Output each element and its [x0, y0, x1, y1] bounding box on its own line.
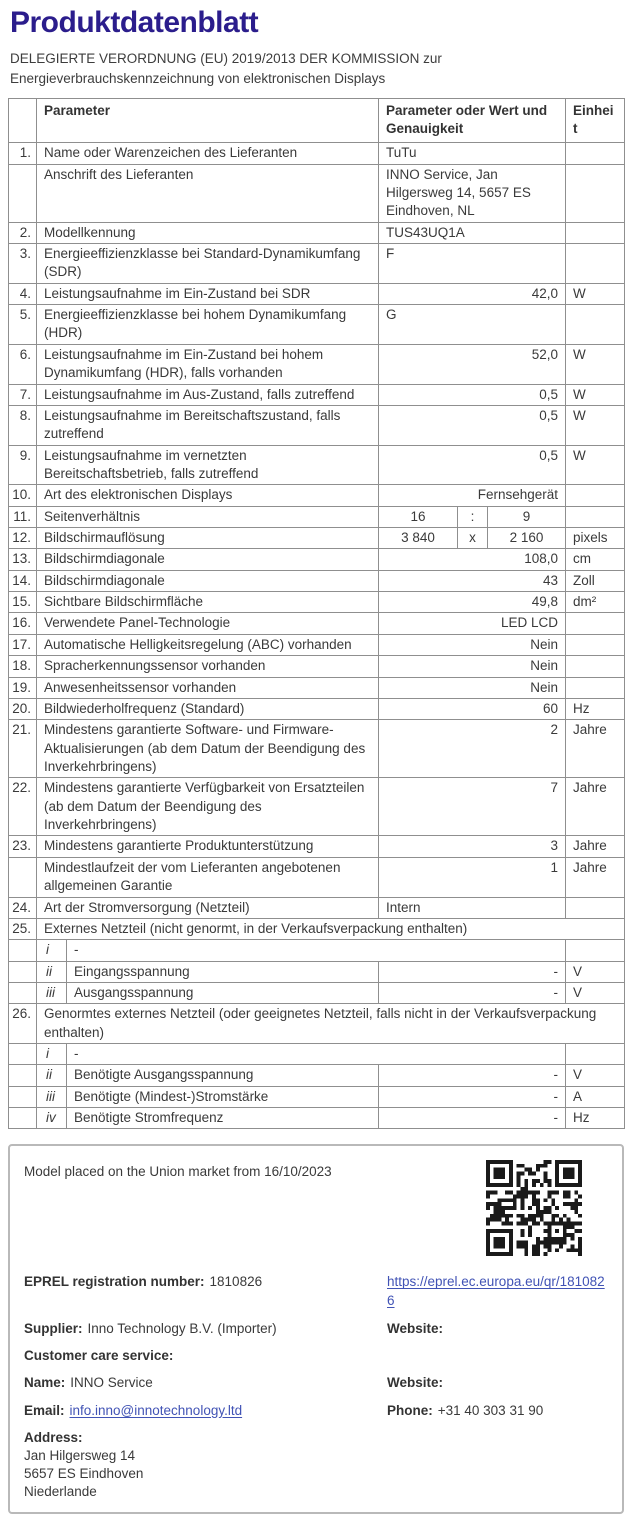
row-number: 19.: [9, 677, 37, 698]
supplier-field: [24, 1320, 387, 1338]
table-row: [9, 656, 625, 677]
header-value: Parameter oder Wert und Genauigkeit: [379, 98, 566, 143]
row-parameter: Mindestlaufzeit der vom Lieferanten angebotenen allgemeinen Garantie: [37, 857, 379, 897]
table-row: [9, 143, 625, 164]
row-value: 108,0: [379, 549, 566, 570]
row-value: F: [379, 244, 566, 284]
website-field-2: [387, 1374, 612, 1392]
row-number: [9, 940, 37, 961]
eprel-link[interactable]: https://eprel.ec.europa.eu/qr/1810826: [387, 1274, 605, 1308]
row-number: 24.: [9, 897, 37, 918]
row-unit: [566, 222, 625, 243]
table-row: [9, 613, 625, 634]
row-parameter: Leistungsaufnahme im Ein-Zustand bei SDR: [37, 283, 379, 304]
row-number: 12.: [9, 528, 37, 549]
row-number: 26.: [9, 1004, 37, 1044]
address-block: [24, 1429, 608, 1502]
row-number: 4.: [9, 283, 37, 304]
row-value-separator: :: [458, 506, 488, 527]
row-parameter: Eingangsspannung: [67, 961, 379, 982]
row-parameter: Energieeffizienzklasse bei Standard-Dynamikumfang (SDR): [37, 244, 379, 284]
row-parameter: Sichtbare Bildschirmfläche: [37, 592, 379, 613]
row-value: 0,5: [379, 445, 566, 485]
table-row: [9, 528, 625, 549]
supplier-info-box: [8, 1144, 624, 1513]
row-parameter: Bildschirmdiagonale: [37, 549, 379, 570]
address-label: Address:: [24, 1429, 83, 1445]
row-number: [9, 1044, 37, 1065]
row-subindex: iii: [37, 1086, 67, 1107]
row-parameter: Externes Netzteil (nicht genormt, in der Verkaufsverpackung enthalten): [37, 918, 625, 939]
row-number: 17.: [9, 634, 37, 655]
row-value: TUS43UQ1A: [379, 222, 566, 243]
row-parameter: Name oder Warenzeichen des Lieferanten: [37, 143, 379, 164]
row-unit: [566, 677, 625, 698]
address-line: Jan Hilgersweg 14: [24, 1448, 136, 1463]
row-value: 1: [379, 857, 566, 897]
table-body: [9, 143, 625, 1129]
row-subindex: iv: [37, 1108, 67, 1129]
row-unit: V: [566, 961, 625, 982]
row-unit: V: [566, 1065, 625, 1086]
row-unit: pixels: [566, 528, 625, 549]
email-link[interactable]: info.inno@innotechnology.ltd: [69, 1402, 243, 1418]
row-value: TuTu: [379, 143, 566, 164]
table-row: [9, 1086, 625, 1107]
row-value: -: [379, 1086, 566, 1107]
row-number: 11.: [9, 506, 37, 527]
row-number: [9, 961, 37, 982]
row-number: 10.: [9, 485, 37, 506]
model-placed-row: [24, 1158, 608, 1259]
row-parameter: Leistungsaufnahme im Bereitschaftszustand, falls zutreffend: [37, 405, 379, 445]
supplier-value: Inno Technology B.V. (Importer): [87, 1320, 277, 1336]
table-row: [9, 1108, 625, 1129]
regulation-subtitle: [10, 49, 624, 90]
customer-care-field: [24, 1347, 387, 1365]
qr-code: [486, 1160, 582, 1256]
table-row: [9, 283, 625, 304]
eprel-label: EPREL registration number:: [24, 1274, 205, 1290]
row-parameter: Mindestens garantierte Software- und Firmware-Aktualisierungen (ab dem Datum der Beendigung des Inverkehrbringens): [37, 720, 379, 778]
name-field: [24, 1374, 387, 1392]
address-lines: [24, 1447, 608, 1502]
row-parameter: -: [67, 1044, 566, 1065]
row-parameter: Mindestens garantierte Verfügbarkeit von Ersatzteilen (ab dem Datum der Beendigung des Inverkehrbringens): [37, 778, 379, 836]
row-unit: [566, 164, 625, 222]
row-unit: [566, 305, 625, 345]
row-parameter: Ausgangsspannung: [67, 982, 379, 1003]
row-subindex: i: [37, 1044, 67, 1065]
row-unit: [566, 244, 625, 284]
row-unit: [566, 506, 625, 527]
row-unit: [566, 634, 625, 655]
table-row: [9, 982, 625, 1003]
table-row: [9, 677, 625, 698]
row-unit: Jahre: [566, 857, 625, 897]
supplier-row: [24, 1320, 608, 1338]
table-row: [9, 222, 625, 243]
row-unit: W: [566, 384, 625, 405]
row-value: Nein: [379, 677, 566, 698]
row-value: Intern: [379, 897, 566, 918]
subtitle-line-2: Energieverbrauchskennzeichnung von elektronischen Displays: [10, 71, 386, 87]
row-number: 14.: [9, 570, 37, 591]
table-row: [9, 1004, 625, 1044]
row-unit: [566, 485, 625, 506]
row-unit: Hz: [566, 698, 625, 719]
eprel-number: 1810826: [209, 1274, 263, 1290]
row-unit: [566, 1044, 625, 1065]
row-value: 0,5: [379, 384, 566, 405]
row-subindex: ii: [37, 961, 67, 982]
row-subindex: iii: [37, 982, 67, 1003]
eprel-row: [24, 1273, 608, 1309]
page-title: Produktdatenblatt: [10, 6, 259, 39]
row-value: -: [379, 1108, 566, 1129]
row-number: 15.: [9, 592, 37, 613]
row-value: -: [379, 982, 566, 1003]
row-parameter: Anschrift des Lieferanten: [37, 164, 379, 222]
email-row: [24, 1402, 608, 1420]
row-value: 2: [379, 720, 566, 778]
row-number: [9, 1086, 37, 1107]
row-number: 18.: [9, 656, 37, 677]
row-unit: Zoll: [566, 570, 625, 591]
product-spec-table: [8, 98, 625, 1130]
table-header-row: [9, 98, 625, 143]
row-value: INNO Service, Jan Hilgersweg 14, 5657 ES Eindhoven, NL: [379, 164, 566, 222]
row-subindex: ii: [37, 1065, 67, 1086]
row-value: 43: [379, 570, 566, 591]
row-number: 8.: [9, 405, 37, 445]
table-row: [9, 549, 625, 570]
name-value: INNO Service: [70, 1375, 153, 1391]
row-parameter: Seitenverhältnis: [37, 506, 379, 527]
table-row: [9, 506, 625, 527]
header-unit: Einheit: [566, 98, 625, 143]
table-row: [9, 836, 625, 857]
row-unit: Hz: [566, 1108, 625, 1129]
row-parameter: Genormtes externes Netzteil (oder geeignetes Netzteil, falls nicht in der Verkaufsverpackung enthalten): [37, 1004, 625, 1044]
row-value: 60: [379, 698, 566, 719]
row-parameter: Leistungsaufnahme im Aus-Zustand, falls zutreffend: [37, 384, 379, 405]
row-value: Fernsehgerät: [379, 485, 566, 506]
row-parameter: -: [67, 940, 566, 961]
eprel-link-cell: [387, 1273, 612, 1309]
row-parameter: Bildwiederholfrequenz (Standard): [37, 698, 379, 719]
row-value: Nein: [379, 656, 566, 677]
row-value: 42,0: [379, 283, 566, 304]
table-row: [9, 634, 625, 655]
row-unit: cm: [566, 549, 625, 570]
row-value-first: 3 840: [379, 528, 458, 549]
row-number: 6.: [9, 344, 37, 384]
row-value-first: 16: [379, 506, 458, 527]
table-row: [9, 384, 625, 405]
table-row: [9, 1065, 625, 1086]
name-row: [24, 1374, 608, 1392]
row-parameter: Bildschirmauflösung: [37, 528, 379, 549]
row-value: Nein: [379, 634, 566, 655]
row-unit: [566, 143, 625, 164]
row-subindex: i: [37, 940, 67, 961]
row-parameter: Leistungsaufnahme im vernetzten Bereitschaftsbetrieb, falls zutreffend: [37, 445, 379, 485]
table-row: [9, 592, 625, 613]
row-unit: W: [566, 405, 625, 445]
row-value: LED LCD: [379, 613, 566, 634]
row-unit: [566, 897, 625, 918]
row-value: 49,8: [379, 592, 566, 613]
row-parameter: Modellkennung: [37, 222, 379, 243]
row-number: 5.: [9, 305, 37, 345]
row-number: 25.: [9, 918, 37, 939]
supplier-label: Supplier:: [24, 1320, 83, 1336]
row-number: [9, 1108, 37, 1129]
row-parameter: Automatische Helligkeitsregelung (ABC) vorhanden: [37, 634, 379, 655]
row-parameter: Benötigte (Mindest-)Stromstärke: [67, 1086, 379, 1107]
row-parameter: Bildschirmdiagonale: [37, 570, 379, 591]
table-row: [9, 918, 625, 939]
row-number: [9, 1065, 37, 1086]
table-row: [9, 698, 625, 719]
row-unit: W: [566, 283, 625, 304]
row-value: -: [379, 1065, 566, 1086]
email-label: Email:: [24, 1402, 65, 1418]
table-row: [9, 305, 625, 345]
table-row: [9, 961, 625, 982]
row-parameter: Mindestens garantierte Produktunterstützung: [37, 836, 379, 857]
qr-code-wrap: [486, 1160, 582, 1259]
row-unit: [566, 940, 625, 961]
row-parameter: Art des elektronischen Displays: [37, 485, 379, 506]
row-number: 3.: [9, 244, 37, 284]
row-number: [9, 857, 37, 897]
website-label-2: Website:: [387, 1375, 444, 1391]
row-unit: A: [566, 1086, 625, 1107]
address-line: 5657 ES Eindhoven: [24, 1466, 144, 1482]
row-number: 23.: [9, 836, 37, 857]
subtitle-line-1: DELEGIERTE VERORDNUNG (EU) 2019/2013 DER KOMMISSION zur: [10, 51, 442, 66]
row-value-second: 9: [488, 506, 566, 527]
table-row: [9, 720, 625, 778]
row-number: 20.: [9, 698, 37, 719]
phone-label: Phone:: [387, 1402, 433, 1418]
eprel-registration: [24, 1273, 387, 1309]
row-value: -: [379, 961, 566, 982]
email-field: [24, 1402, 387, 1420]
customer-care-label: Customer care service:: [24, 1348, 174, 1364]
phone-value: +31 40 303 31 90: [437, 1402, 544, 1418]
row-number: [9, 164, 37, 222]
row-parameter: Leistungsaufnahme im Ein-Zustand bei hohem Dynamikumfang (HDR), falls vorhanden: [37, 344, 379, 384]
row-value-separator: x: [458, 528, 488, 549]
table-row: [9, 940, 625, 961]
row-value: G: [379, 305, 566, 345]
row-parameter: Benötigte Ausgangsspannung: [67, 1065, 379, 1086]
table-row: [9, 897, 625, 918]
table-row: [9, 405, 625, 445]
phone-field: [387, 1402, 612, 1420]
row-number: 22.: [9, 778, 37, 836]
row-parameter: Verwendete Panel-Technologie: [37, 613, 379, 634]
row-parameter: Art der Stromversorgung (Netzteil): [37, 897, 379, 918]
row-parameter: Spracherkennungssensor vorhanden: [37, 656, 379, 677]
table-row: [9, 244, 625, 284]
row-value: 52,0: [379, 344, 566, 384]
row-value: 0,5: [379, 405, 566, 445]
row-unit: Jahre: [566, 720, 625, 778]
table-row: [9, 857, 625, 897]
row-parameter: Energieeffizienzklasse bei hohem Dynamikumfang (HDR): [37, 305, 379, 345]
customer-care-row: [24, 1347, 608, 1365]
row-number: 2.: [9, 222, 37, 243]
table-row: [9, 570, 625, 591]
row-value: 3: [379, 836, 566, 857]
row-unit: Jahre: [566, 778, 625, 836]
table-row: [9, 1044, 625, 1065]
row-number: 13.: [9, 549, 37, 570]
table-row: [9, 778, 625, 836]
row-unit: W: [566, 445, 625, 485]
model-placed-text: Model placed on the Union market from 16/10/2023: [24, 1164, 332, 1180]
row-unit: W: [566, 344, 625, 384]
row-parameter: Benötigte Stromfrequenz: [67, 1108, 379, 1129]
row-value: 7: [379, 778, 566, 836]
row-number: [9, 982, 37, 1003]
table-row: [9, 164, 625, 222]
row-number: 1.: [9, 143, 37, 164]
table-row: [9, 445, 625, 485]
row-unit: V: [566, 982, 625, 1003]
row-parameter: Anwesenheitssensor vorhanden: [37, 677, 379, 698]
address-line: Niederlande: [24, 1484, 97, 1500]
table-row: [9, 485, 625, 506]
name-label: Name:: [24, 1375, 66, 1391]
website-field-1: [387, 1320, 612, 1338]
row-number: 16.: [9, 613, 37, 634]
row-number: 9.: [9, 445, 37, 485]
table-row: [9, 344, 625, 384]
row-value-second: 2 160: [488, 528, 566, 549]
header-parameter: Parameter: [37, 98, 379, 143]
website-label-1: Website:: [387, 1320, 444, 1336]
row-number: 21.: [9, 720, 37, 778]
header-number: [9, 98, 37, 143]
row-unit: Jahre: [566, 836, 625, 857]
row-unit: dm²: [566, 592, 625, 613]
row-unit: [566, 613, 625, 634]
row-unit: [566, 656, 625, 677]
row-number: 7.: [9, 384, 37, 405]
